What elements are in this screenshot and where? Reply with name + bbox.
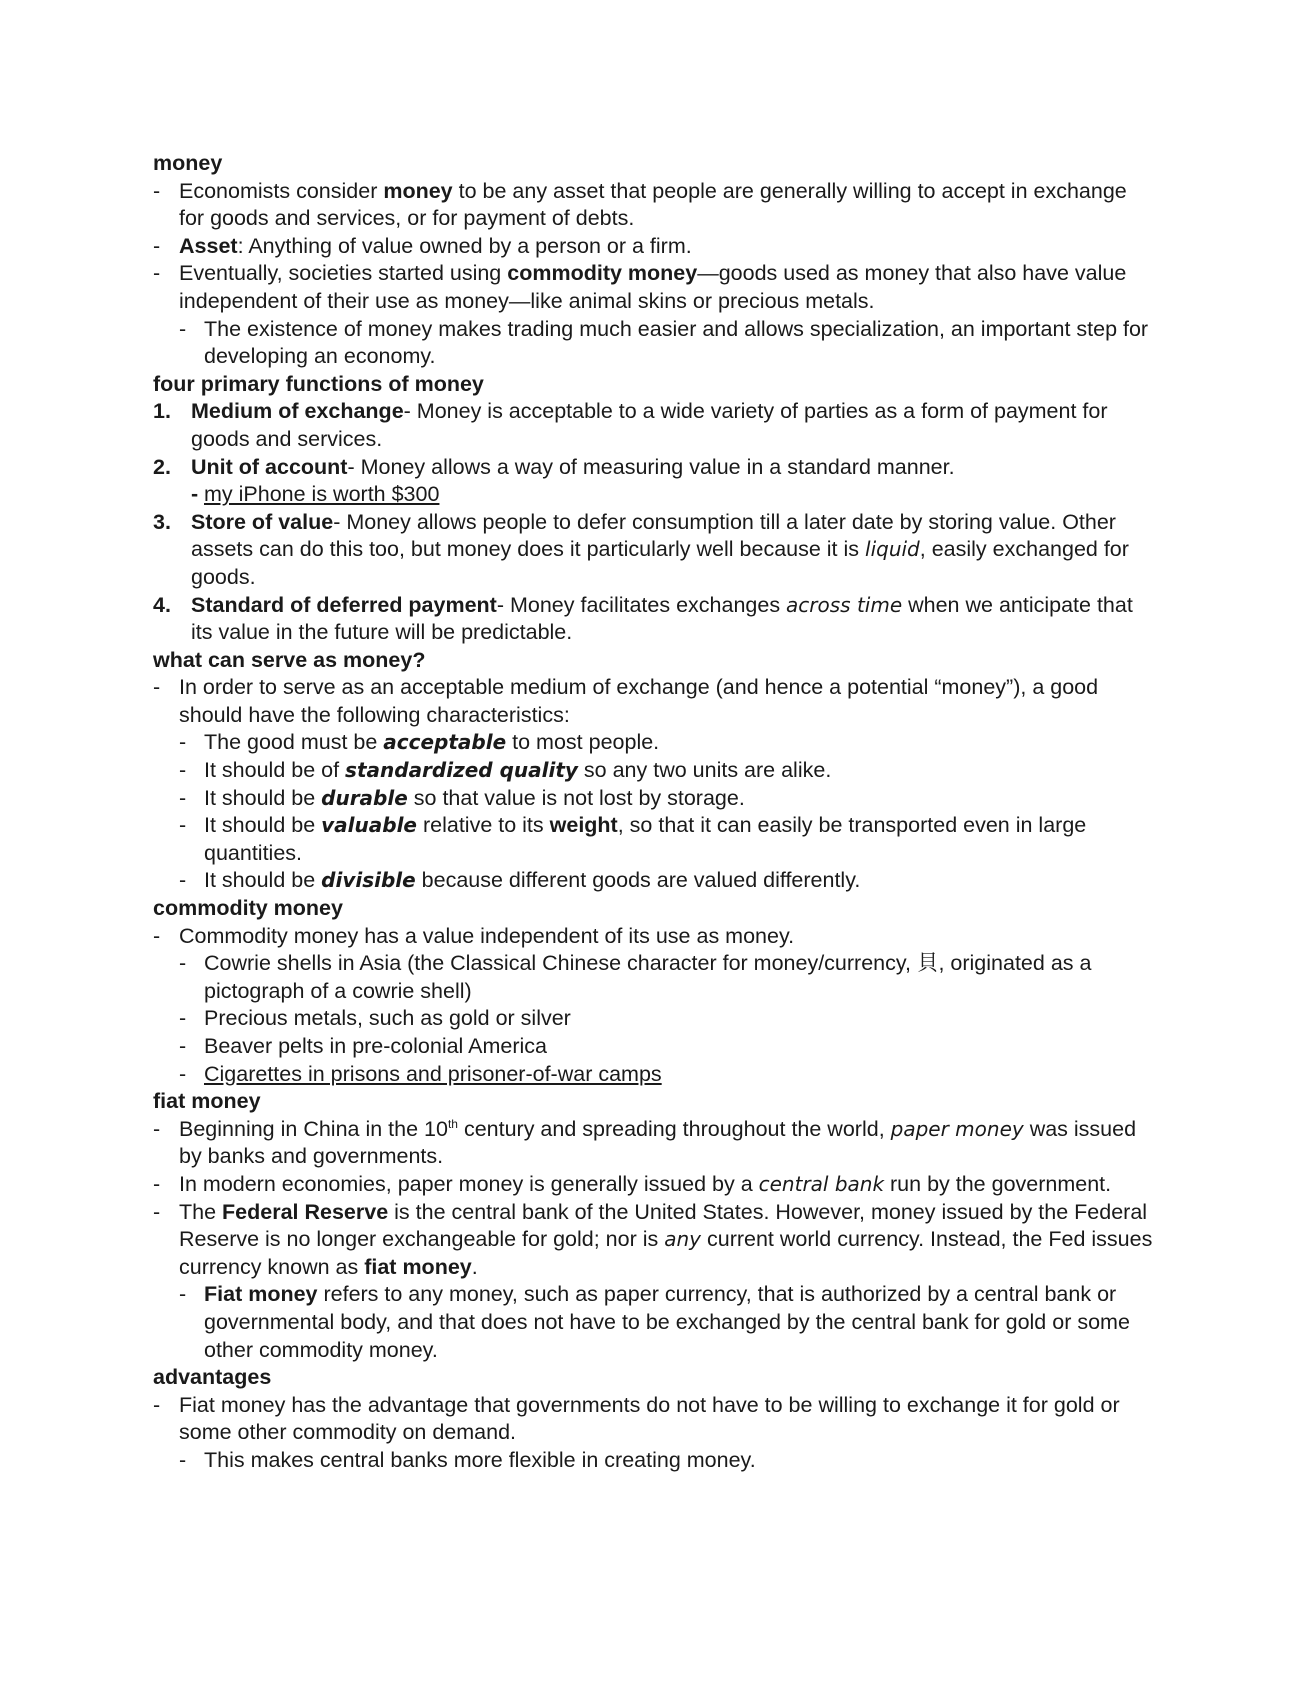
bullet-fiat-advantage: - Fiat money has the advantage that governments do not have to be willing to exchange it for gold or some other commodity on demand. bbox=[153, 1392, 1120, 1445]
function-item-2-example: - my iPhone is worth $300 bbox=[153, 481, 1153, 509]
bullet-paper-money-history: - Beginning in China in the 10th century and spreading throughout the world, paper money was issued by banks and governments. bbox=[153, 1116, 1137, 1169]
dash-marker: - bbox=[179, 1034, 187, 1058]
dash-marker: - bbox=[153, 923, 161, 948]
heading-fiat-money: fiat money bbox=[153, 1089, 261, 1114]
example-cigarettes: - Cigarettes in prisons and prisoner-of-war camps bbox=[153, 1061, 1153, 1089]
dash-marker: - bbox=[153, 1116, 161, 1141]
bullet-commodity-money-intro: - Eventually, societies started using commodity money—goods used as money that also have value independent of their use as money—like animal skins or precious metals. bbox=[153, 261, 1127, 313]
dash-marker: - bbox=[153, 1199, 161, 1224]
bullet-central-bank: - In modern economies, paper money is generally issued by a central bank run by the government. bbox=[153, 1171, 1153, 1199]
dash-marker: - bbox=[153, 1171, 161, 1196]
function-item-4: 4. Standard of deferred payment- Money facilitates exchanges across time when we anticipate that its value in the future will be predictable. bbox=[153, 592, 1133, 645]
dash-marker: - bbox=[179, 1006, 187, 1031]
bullet-characteristics: - In order to serve as an acceptable medium of exchange (and hence a potential “money”), a good should have the following characteristics: bbox=[153, 675, 1099, 727]
bullet-asset: - Asset: Anything of value owned by a person or a firm. bbox=[153, 233, 1153, 261]
document-page bbox=[153, 150, 1153, 1475]
example-precious-metals: - Precious metals, such as gold or silver bbox=[153, 1005, 1153, 1033]
characteristic-acceptable: - The good must be acceptable to most people. bbox=[153, 729, 1153, 757]
heading-commodity-money: commodity money bbox=[153, 896, 343, 921]
heading-functions: four primary functions of money bbox=[153, 371, 484, 396]
dash-marker: - bbox=[179, 951, 187, 976]
dash-marker: - bbox=[179, 316, 187, 341]
function-item-1: 1. Medium of exchange- Money is acceptable to a wide variety of parties as a form of payment for goods and services. bbox=[153, 399, 1108, 451]
function-item-2: 2. Unit of account- Money allows a way of measuring value in a standard manner. bbox=[153, 454, 955, 479]
example-beaver-pelts: - Beaver pelts in pre-colonial America bbox=[153, 1033, 1153, 1061]
dash-marker: - bbox=[153, 233, 161, 258]
dash-marker: - bbox=[179, 785, 187, 810]
dash-marker: - bbox=[179, 1447, 187, 1472]
characteristic-standardized: - It should be of standardized quality so any two units are alike. bbox=[153, 757, 1153, 785]
dash-marker: - bbox=[179, 758, 187, 783]
dash-marker: - bbox=[153, 261, 161, 286]
bullet-money-definition: - Economists consider money to be any asset that people are generally willing to accept in exchange for goods and services, or for payment of debts. bbox=[153, 178, 1127, 231]
dash-marker: - bbox=[153, 178, 161, 203]
sub-bullet-flexibility: - This makes central banks more flexible in creating money. bbox=[153, 1447, 1153, 1475]
dash-marker: - bbox=[179, 730, 187, 755]
dash-marker: - bbox=[179, 813, 187, 838]
dash-marker: - bbox=[179, 1061, 187, 1086]
bullet-federal-reserve: - The Federal Reserve is the central bank of the United States. However, money issued by the Federal Reserve is no longer exchangeable for gold; nor is any current world currency. Instead, the Fed issues currency known as fiat money. bbox=[153, 1199, 1153, 1279]
dash-marker: - bbox=[153, 1392, 161, 1417]
dash-marker: - bbox=[153, 675, 161, 700]
bullet-commodity-definition: - Commodity money has a value independent of its use as money. bbox=[153, 923, 1153, 951]
heading-advantages: advantages bbox=[153, 1365, 272, 1390]
characteristic-divisible: - It should be divisible because different goods are valued differently. bbox=[153, 867, 1153, 895]
characteristic-durable: - It should be durable so that value is not lost by storage. bbox=[153, 785, 1153, 813]
dash-marker: - bbox=[179, 868, 187, 893]
heading-what-can-serve: what can serve as money? bbox=[153, 647, 426, 672]
characteristic-valuable: - It should be valuable relative to its weight, so that it can easily be transported even in large quantities. bbox=[179, 813, 1087, 865]
sub-bullet-fiat-definition: - Fiat money refers to any money, such as paper currency, that is authorized by a central bank or governmental body, and that does not have to be exchanged by the central bank for gold or some other commodity money. bbox=[179, 1282, 1130, 1362]
sub-bullet-specialization: - The existence of money makes trading much easier and allows specialization, an important step for developing an economy. bbox=[179, 316, 1149, 369]
function-item-3: 3. Store of value- Money allows people to defer consumption till a later date by storing value. Other assets can do this too, but money does it particularly well because it is liquid, easily exchanged for goods. bbox=[153, 509, 1129, 589]
dash-marker: - bbox=[191, 482, 199, 507]
heading-money: money bbox=[153, 151, 223, 175]
example-cowrie-shells: - Cowrie shells in Asia (the Classical Chinese character for money/currency, 貝, originated as a pictograph of a cowrie shell) bbox=[179, 951, 1092, 1003]
dash-marker: - bbox=[179, 1282, 187, 1307]
